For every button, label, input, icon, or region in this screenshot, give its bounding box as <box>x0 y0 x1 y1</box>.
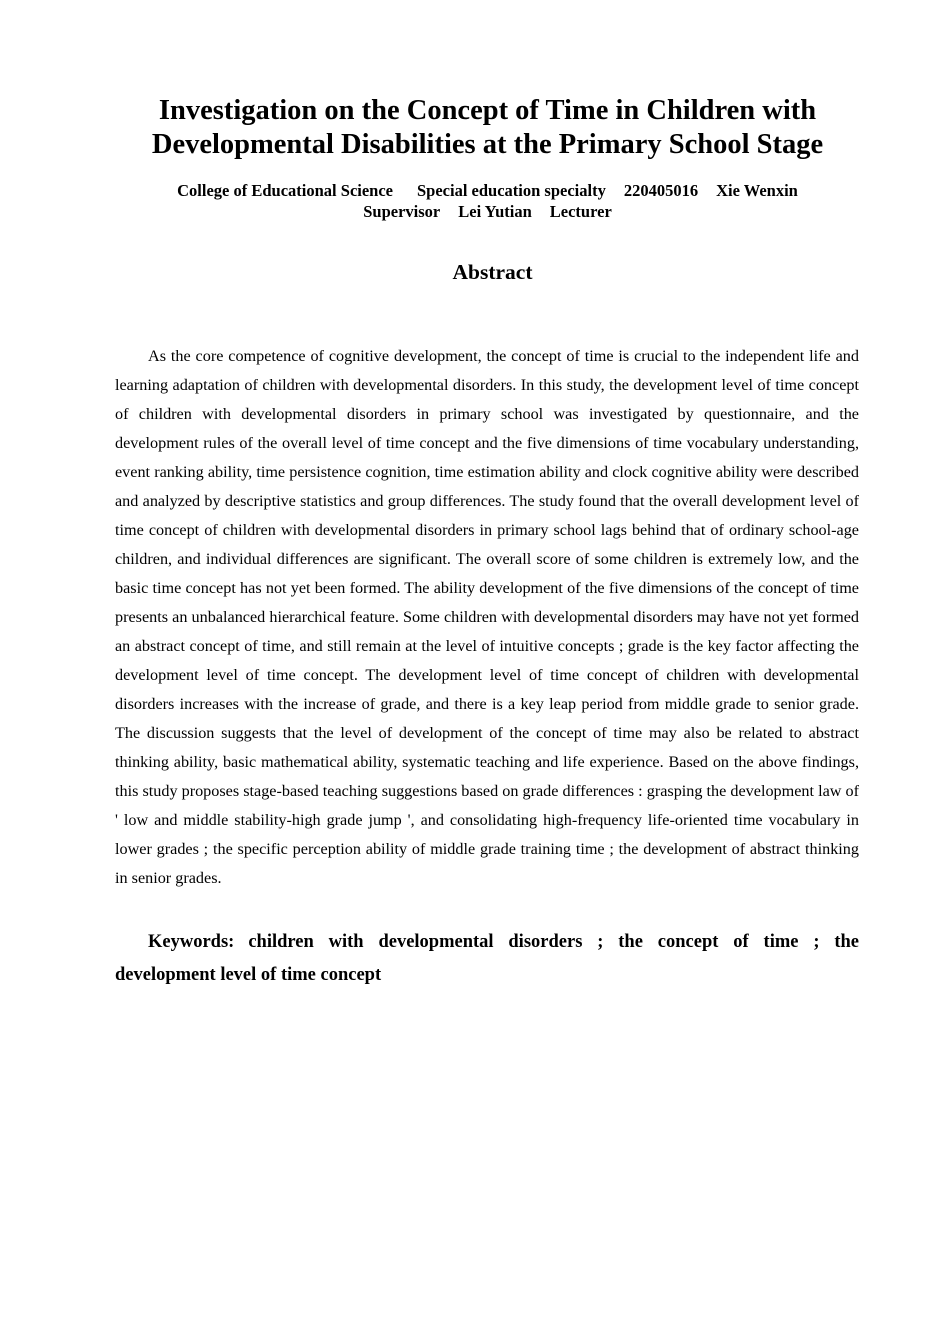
keywords-label: Keywords: <box>148 932 235 952</box>
author-info-line <box>100 180 875 201</box>
paper-title-line-2: Developmental Disabilities at the Primary School Stage <box>151 129 824 160</box>
abstract-body: As the core competence of cognitive development, the concept of time is crucial to the independent life and learning adaptation of children with developmental disorders. In this study, the development level of time concept of children with developmental disorders in primary school was investigated by questionnaire, and the development rules of the overall level of time concept and the five dimensions of time vocabulary understanding, event ranking ability, time persistence cognition, time estimation ability and clock cognitive ability were described and analyzed by descriptive statistics and group differences. The study found that the overall development level of time concept of children with developmental disorders in primary school lags behind that of ordinary school-age children, and individual differences are significant. The overall score of some children is extremely low, and the basic time concept has not yet been formed. The ability development of the five dimensions of the concept of time presents an unbalanced hierarchical feature. Some children with developmental disorders may have not yet formed an abstract concept of time, and still remain at the level of intuitive concepts ; grade is the key factor affecting the development level of time concept. The development level of time concept of children with developmental disorders increases with the increase of grade, and there is a key leap period from middle grade to senior grade. The discussion suggests that the level of development of the concept of time may also be related to abstract thinking ability, basic mathematical ability, systematic teaching and life experience. Based on the above findings, this study proposes stage-based teaching suggestions based on grade differences : grasping the development law of ' low and middle stability-high grade jump ', and consolidating high-frequency life-oriented time vocabulary in lower grades ; the specific perception ability of middle grade training time ; the development of abstract thinking in senior grades. <box>115 347 859 887</box>
supervisor-name: Lei Yutian <box>458 202 532 221</box>
supervisor-title: Lecturer <box>549 202 612 221</box>
keywords-paragraph <box>115 926 859 992</box>
paper-title <box>115 94 860 162</box>
college-name: College of Educational Science <box>177 181 393 200</box>
paper-title-line-1: Investigation on the Concept of Time in Children with <box>158 95 817 126</box>
abstract-heading: Abstract <box>452 260 533 284</box>
student-id: 220405016 <box>623 181 699 200</box>
keywords-text: children with developmental disorders ; the concept of time ; the development level of time concept <box>115 932 859 985</box>
author-byline <box>100 180 875 222</box>
specialty-name: Special education specialty <box>417 181 606 200</box>
supervisor-info-line <box>100 201 875 222</box>
author-name: Xie Wenxin <box>716 181 798 200</box>
supervisor-label: Supervisor <box>363 202 441 221</box>
